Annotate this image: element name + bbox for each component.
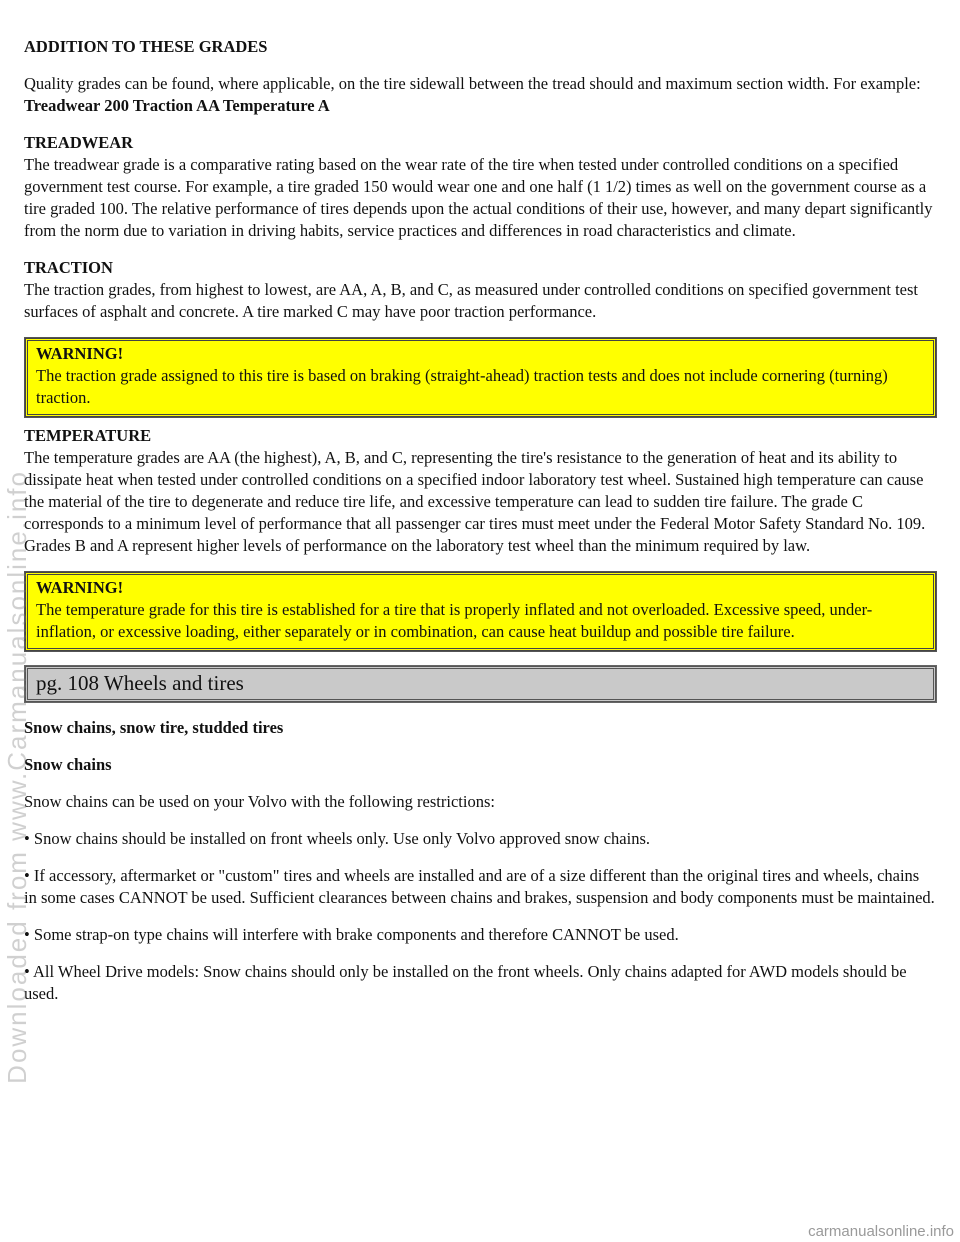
site-footer-text: carmanualsonline.info xyxy=(808,1223,954,1240)
list-item: • Some strap-on type chains will interfere with brake components and therefore CANNOT be used. xyxy=(24,925,679,944)
warning-body: The traction grade assigned to this tire is based on braking (straight-ahead) traction tests and does not include cornering (turning) traction. xyxy=(36,366,888,407)
list-item: • If accessory, aftermarket or "custom" tires and wheels are installed and are of a size different than the original tires and wheels, chains in some cases CANNOT be used. Sufficient clearances between chains and brakes, suspension and body components must be maintained. xyxy=(24,866,935,907)
grades-example: Treadwear 200 Traction AA Temperature A xyxy=(24,96,330,115)
treadwear-heading: TREADWEAR xyxy=(24,133,134,152)
grades-intro: Quality grades can be found, where applicable, on the tire sidewall between the tread should and maximum section width. For example: xyxy=(24,74,921,93)
snow-chains-intro: Snow chains can be used on your Volvo with the following restrictions: xyxy=(24,792,495,811)
warning-title: WARNING! xyxy=(36,578,124,597)
page-section-bar xyxy=(25,666,936,702)
traction-body: The traction grades, from highest to lowest, are AA, A, B, and C, as measured under controlled conditions on specified government test surfaces of asphalt and concrete. A tire marked C may have poor traction performance. xyxy=(24,280,918,321)
warning-box-temperature xyxy=(25,572,936,651)
warning-box-traction xyxy=(25,338,936,417)
warning-body: The temperature grade for this tire is established for a tire that is properly inflated and not overloaded. Excessive speed, under-inflation, or excessive loading, either separately or in combination, can cause heat buildup and possible tire failure. xyxy=(36,600,873,641)
list-item: • All Wheel Drive models: Snow chains should only be installed on the front wheels. Only chains adapted for AWD models should be used. xyxy=(24,962,907,1003)
section-heading-grades: ADDITION TO THESE GRADES xyxy=(24,37,268,56)
list-item: • Snow chains should be installed on front wheels only. Use only Volvo approved snow chains. xyxy=(24,829,650,848)
manual-page xyxy=(24,36,936,1005)
temperature-heading: TEMPERATURE xyxy=(24,426,152,445)
warning-title: WARNING! xyxy=(36,344,124,363)
temperature-body: The temperature grades are AA (the highest), A, B, and C, representing the tire's resistance to the generation of heat and its ability to dissipate heat when tested under controlled conditions on a specified indoor laboratory test wheel. Sustained high temperature can cause the material of the tire to degenerate and reduce tire life, and excessive temperature can lead to sudden tire failure. The grade C corresponds to a minimum level of performance that all passenger car tires must meet under the Federal Motor Safety Standard No. 109. Grades B and A represent higher levels of performance on the laboratory test wheel than the minimum required by law. xyxy=(24,448,926,555)
watermark-text: Downloaded from www.Carmanualsonline.info xyxy=(2,470,32,1084)
treadwear-body: The treadwear grade is a comparative rating based on the wear rate of the tire when tested under controlled conditions on a specified government test course. For example, a tire graded 150 would wear one and one half (1 1/2) times as well on the government course as a tire graded 100. The relative performance of tires depends upon the actual conditions of their use, however, and many depart significantly from the norm due to variation in driving habits, service practices and differences in road characteristics and climate. xyxy=(24,155,933,240)
traction-heading: TRACTION xyxy=(24,258,113,277)
snow-heading: Snow chains, snow tire, studded tires xyxy=(24,718,284,737)
snow-chains-subheading: Snow chains xyxy=(24,755,112,774)
page-section-title: pg. 108 Wheels and tires xyxy=(36,671,244,695)
